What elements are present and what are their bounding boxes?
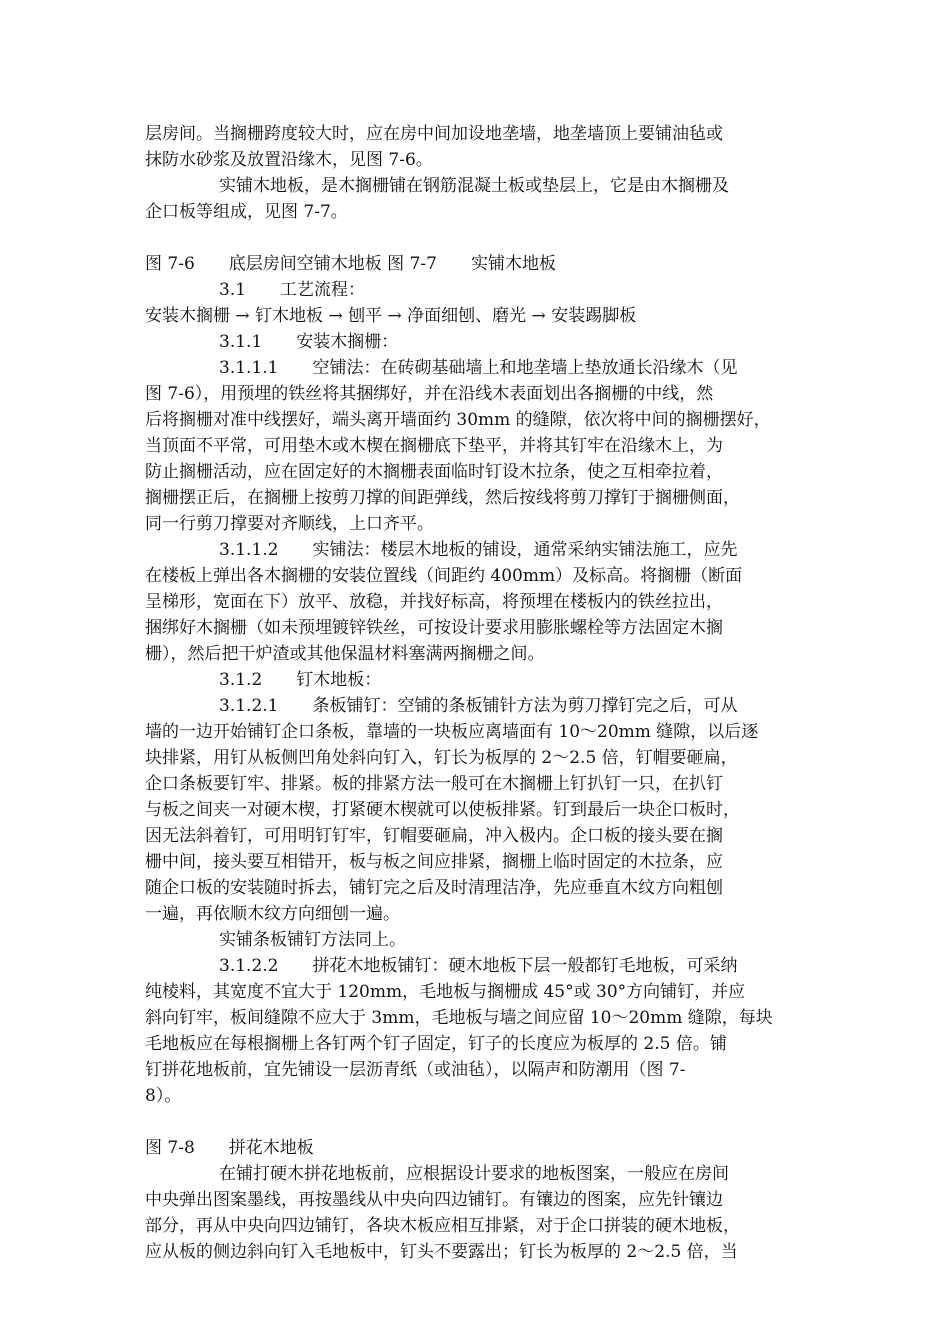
text-line: 企口条板要钉牢、排紧。板的排紧方法一般可在木搁栅上钉扒钉一只，在扒钉 xyxy=(145,774,723,794)
text-line: 在铺打硬木拼花地板前，应根据设计要求的地板图案，一般应在房间 xyxy=(219,1164,729,1184)
text-line: 钉拼花地板前，宜先铺设一层沥青纸（或油毡），以隔声和防潮用（图 7- xyxy=(145,1060,686,1080)
section-heading: 3.1 工艺流程： xyxy=(219,280,366,300)
text-line: 中央弹出图案墨线，再按墨线从中央向四边铺钉。有镶边的图案，应先针镶边 xyxy=(145,1190,723,1210)
text-line: 斜向钉牢，板间缝隙不应大于 3mm，毛地板与墙之间应留 10～20mm 缝隙，每块 xyxy=(145,1008,773,1028)
text-line: 3.1.2.1 条板铺钉：空铺的条板铺针方法为剪刀撑钉完之后，可从 xyxy=(219,696,738,716)
text-line: 8）。 xyxy=(145,1086,182,1106)
text-line: 纯棱料，其宽度不宜大于 120mm，毛地板与搁栅成 45°或 30°方向铺钉，并应 xyxy=(145,982,746,1002)
text-line: 随企口板的安装随时拆去，铺钉完之后及时清理洁净，先应垂直木纹方向粗刨 xyxy=(145,878,723,898)
text-line: 企口板等组成，见图 7-7。 xyxy=(145,202,348,222)
figure-caption: 图 7-8 拼花木地板 xyxy=(145,1138,314,1158)
text-line: 同一行剪刀撑要对齐顺线，上口齐平。 xyxy=(145,514,434,534)
text-line: 与板之间夹一对硬木楔，打紧硬木楔就可以使板排紧。钉到最后一块企口板时， xyxy=(145,800,740,820)
blank-line xyxy=(145,225,810,251)
document-body xyxy=(145,121,810,1265)
section-heading: 3.1.2 钉木地板： xyxy=(219,670,382,690)
text-line: 后将搁栅对准中线摆好，端头离开墙面约 30mm 的缝隙，依次将中间的搁栅摆好， xyxy=(145,410,771,430)
text-line: 应从板的侧边斜向钉入毛地板中，钉头不要露出；钉长为板厚的 2～2.5 倍，当 xyxy=(145,1242,738,1262)
blank-line xyxy=(145,1109,810,1135)
text-line: 部分，再从中央向四边铺钉，各块木板应相互排紧，对于企口拼装的硬木地板， xyxy=(145,1216,740,1236)
section-heading: 3.1.1 安装木搁栅： xyxy=(219,332,399,352)
text-line: 3.1.1.2 实铺法：楼层木地板的铺设，通常采纳实铺法施工，应先 xyxy=(219,540,738,560)
text-line: 栅中间，接头要互相错开，板与板之间应排紧，搁栅上临时固定的木拉条，应 xyxy=(145,852,723,872)
text-line: 3.1.1.1 空铺法：在砖砌基础墙上和地垄墙上垫放通长沿缘木（见 xyxy=(219,358,738,378)
text-line: 3.1.2.2 拼花木地板铺钉：硬木地板下层一般都钉毛地板，可采纳 xyxy=(219,956,738,976)
text-line: 实铺木地板，是木搁栅铺在钢筋混凝土板或垫层上，它是由木搁栅及 xyxy=(219,176,729,196)
text-line: 因无法斜着钉，可用明钉钉牢，钉帽要砸扁，冲入极内。企口板的接头要在搁 xyxy=(145,826,723,846)
text-line: 呈梯形，宽面在下）放平、放稳，并找好标高，将预埋在楼板内的铁丝拉出， xyxy=(145,592,723,612)
text-line: 在楼板上弹出各木搁栅的安装位置线（间距约 400mm）及标高。将搁栅（断面 xyxy=(145,566,743,586)
text-line: 层房间。当搁栅跨度较大时，应在房中间加设地垄墙，地垄墙顶上要铺油毡或 xyxy=(145,124,723,144)
text-line: 实铺条板铺钉方法同上。 xyxy=(219,930,406,950)
text-line: 一遍，再依顺木纹方向细刨一遍。 xyxy=(145,904,400,924)
text-line: 栅），然后把干炉渣或其他保温材料塞满两搁栅之间。 xyxy=(145,644,545,664)
text-line: 图 7-6），用预埋的铁丝将其捆绑好，并在沿线木表面划出各搁栅的中线，然 xyxy=(145,384,714,404)
text-line: 墙的一边开始铺钉企口条板，靠墙的一块板应离墙面有 10～20mm 缝隙，以后逐 xyxy=(145,722,759,742)
text-line: 当顶面不平常，可用垫木或木楔在搁栅底下垫平，并将其钉牢在沿缘木上，为 xyxy=(145,436,723,456)
text-line: 毛地板应在每根搁栅上各钉两个钉子固定，钉子的长度应为板厚的 2.5 倍。铺 xyxy=(145,1034,727,1054)
text-line: 搁栅摆正后，在搁栅上按剪刀撑的间距弹线，然后按线将剪刀撑钉于搁栅侧面， xyxy=(145,488,740,508)
figure-caption: 图 7-6 底层房间空铺木地板 图 7-7 实铺木地板 xyxy=(145,254,556,274)
text-line: 捆绑好木搁栅（如未预埋镀锌铁丝，可按设计要求用膨胀螺栓等方法固定木搁 xyxy=(145,618,723,638)
text-line: 块排紧，用钉从板侧凹角处斜向钉入，钉长为板厚的 2～2.5 倍，钉帽要砸扁， xyxy=(145,748,738,768)
text-line: 防止搁栅活动，应在固定好的木搁栅表面临时钉设木拉条，使之互相牵拉着， xyxy=(145,462,723,482)
text-line: 抹防水砂浆及放置沿缘木，见图 7-6。 xyxy=(145,150,433,170)
process-flow: 安装木搁栅 → 钉木地板 → 刨平 → 净面细刨、磨光 → 安装踢脚板 xyxy=(145,306,637,326)
